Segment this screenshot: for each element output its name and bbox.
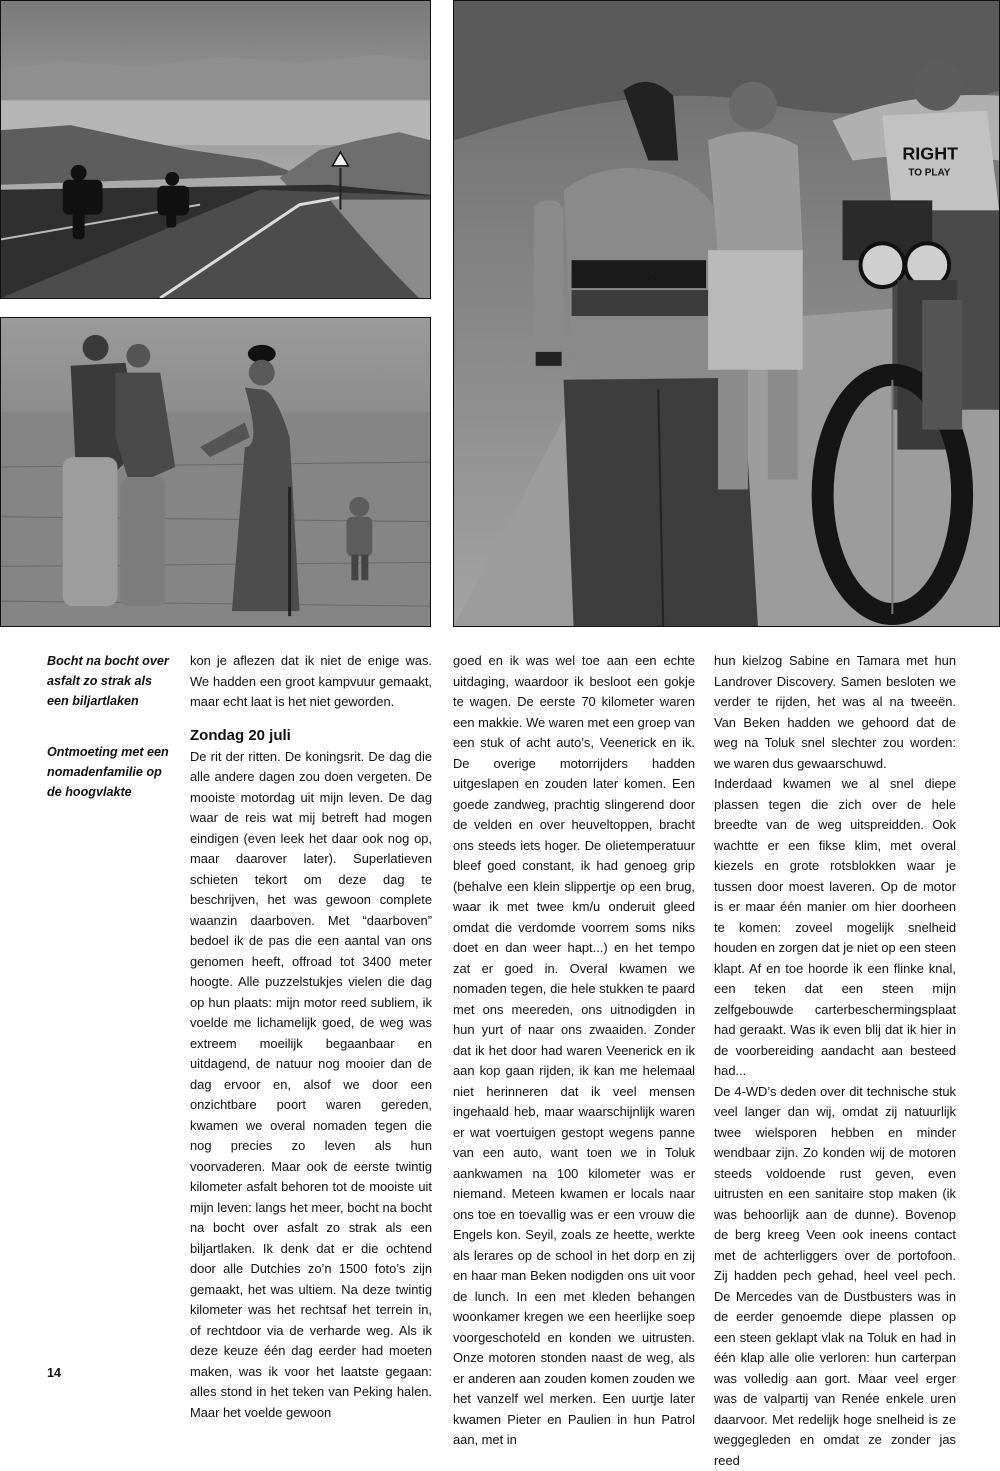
- svg-text:·: ·: [650, 270, 652, 277]
- article-column-2: [453, 651, 695, 1451]
- photo-nomad-meeting: [0, 317, 431, 627]
- photo-caption-road: Bocht na bocht over asfalt zo strak als een biljartlaken: [47, 651, 172, 711]
- article-column-1: [190, 651, 432, 1423]
- article-column-3: [714, 651, 956, 1471]
- photo-caption-meeting: Ontmoeting met een nomadenfamilie op de hoogvlakte: [47, 742, 172, 802]
- tshirt-logo-line1: RIGHT: [902, 143, 958, 163]
- tshirt-logo-line2: TO PLAY: [908, 167, 950, 178]
- photo-road-motorcycles: [0, 0, 431, 299]
- article-paragraph: goed en ik was wel toe aan een echte uitdaging, waardoor ik besloot een gokje te wagen. De eerste 70 kilometer waren een makkie. We waren met een groep van een stuk of acht auto’s, Veenerick en ik. De overige motorrijders hadden uitgeslapen en zouden later komen. Een goede zandweg, prachtig slingerend door de velden en over heuveltoppen, bracht ons steeds iets hoger. De olietemperatuur bleef goed constant, ik had genoeg grip (behalve een klein slippertje op een brug, waar ik met twee km/u onderuit gleed omdat die verdomde voorrem soms niks doet en dan weer hapt...) en het tempo zat er goed in. Overal kwamen we nomaden tegen, die hele stukken te paard met ons meereden, ons uitnodigden in hun yurt of naar ons zwaaiden. Zonder dat ik het door had waren Veenerick en ik aan kop gaan rijden, ik kan me helemaal niet herinneren dat ik veel mensen ingehaald heb, maar waarschijnlijk waren er wat voertuigen gestopt wegens panne van een auto, want toen we in Toluk aankwamen na 100 kilometer was er niemand. Meteen kwamen er locals naar ons toe en toevallig was er een vrouw die Engels kon. Seyil, zoals ze heette, werkte als lerares op de school in het dorp en zij en haar man Beken nodigden ons uit voor de lunch. In een met kleden behangen woonkamer kregen we een heerlijke soep voorgeschoteld en konden we uitrusten. Onze motoren stonden naast de weg, als er anderen aan zouden komen zouden we het vanzelf wel merken. Een uurtje later kwamen Pieter en Paulien in hun Patrol aan, met in: [453, 651, 695, 1451]
- article-paragraph: kon je aflezen dat ik niet de enige was. We hadden een groot kampvuur gemaakt, maar echt laat is het niet geworden.: [190, 651, 432, 713]
- section-heading: Zondag 20 juli: [190, 725, 432, 747]
- article-paragraph: De 4-WD’s deden over dit technische stuk veel langer dan wij, omdat zij natuurlijk twee wielsporen hebben en minder wendbaar zijn. Zo konden wij de motoren steeds voldoende rust geven, even uitrusten en een sanitaire stop maken (ik was behoorlijk aan de dunne). Bovenop de berg kreeg Veen ook ineens contact met de achterliggers over de portofoon. Zij hadden pech gehad, heel veel pech. De Mercedes van de Dustbusters was in de eerder genoemde diepe plassen op een steen geklapt vlak na Toluk en had in één klap alle olie verloren: hun carterpan was volledig aan gort. Maar veel erger was de valpartij van Renée enkele uren daarvoor. Met redelijk hoge snelheid is ze weggegleden en omdat ze zonder jas reed: [714, 1082, 956, 1471]
- photo-motorcycle-repair: [453, 0, 1000, 627]
- article-paragraph: Inderdaad kwamen we al snel diepe plassen tegen die zich over de hele breedte van de weg uitspreidden. Ook wachtte er een fikse klim, met overal kiezels en grote rotsblokken waar je tussen door moest laveren. Op de motor is er maar één manier om hier doorheen te komen: zoveel mogelijk snelheid houden en zorgen dat je niet op een steen klapt. Af en toe hoorde ik een flinke knal, een teken dat een steen mijn zelfgebouwde carterbeschermingsplaat had geraakt. Was ik even blij dat ik hier in de voorbereiding aandacht aan besteed had...: [714, 774, 956, 1082]
- article-paragraph: De rit der ritten. De koningsrit. De dag die alle andere dagen zou doen vergeten. De mooiste motordag uit mijn leven. De dag waar de reis wat mij betreft had mogen eindigen (even leek het daar ook nog op, maar daarover later). Superlatieven schieten tekort om deze dag te beschrijven, het was gewoon complete waanzin daarboven. Met “daarboven” bedoel ik de pas die een aantal van ons genomen heeft, offroad tot 3400 meter hoogte. Alle puzzelstukjes vielen die dag op hun plaats: mijn motor reed subliem, ik voelde me lichamelijk goed, de weg was extreem moeilijk begaanbaar en uitdagend, de natuur nog mooier dan de dag ervoor en, alsof we door een onzichtbare poort waren gereden, kwamen we overal nomaden tegen die nog precies zo leven als hun voorvaderen. Maar ook de eerste twintig kilometer asfalt behoren tot de mooiste uit mijn leven: langs het meer, bocht na bocht na bocht over asfalt zo strak als een biljartlaken. Ik denk dat er die ochtend door alle Dutchies zo’n 1500 foto’s zijn gemaakt, het was ultiem. Na deze twintig kilometer was het rechtsaf het terrein in, of rechtdoor via de verharde weg. Als ik deze keuze één dag eerder had moeten maken, was ik voor het laatste gegaan: alles stond in het teken van Peking halen. Maar het voelde gewoon: [190, 747, 432, 1424]
- article-paragraph: hun kielzog Sabine en Tamara met hun Landrover Discovery. Samen besloten we verder te rijden, het was al na tweeën. Van Beken hadden we gehoord dat de weg na Toluk snel slechter zou worden: we waren dus gewaarschuwd.: [714, 651, 956, 774]
- page-number: 14: [47, 1366, 61, 1380]
